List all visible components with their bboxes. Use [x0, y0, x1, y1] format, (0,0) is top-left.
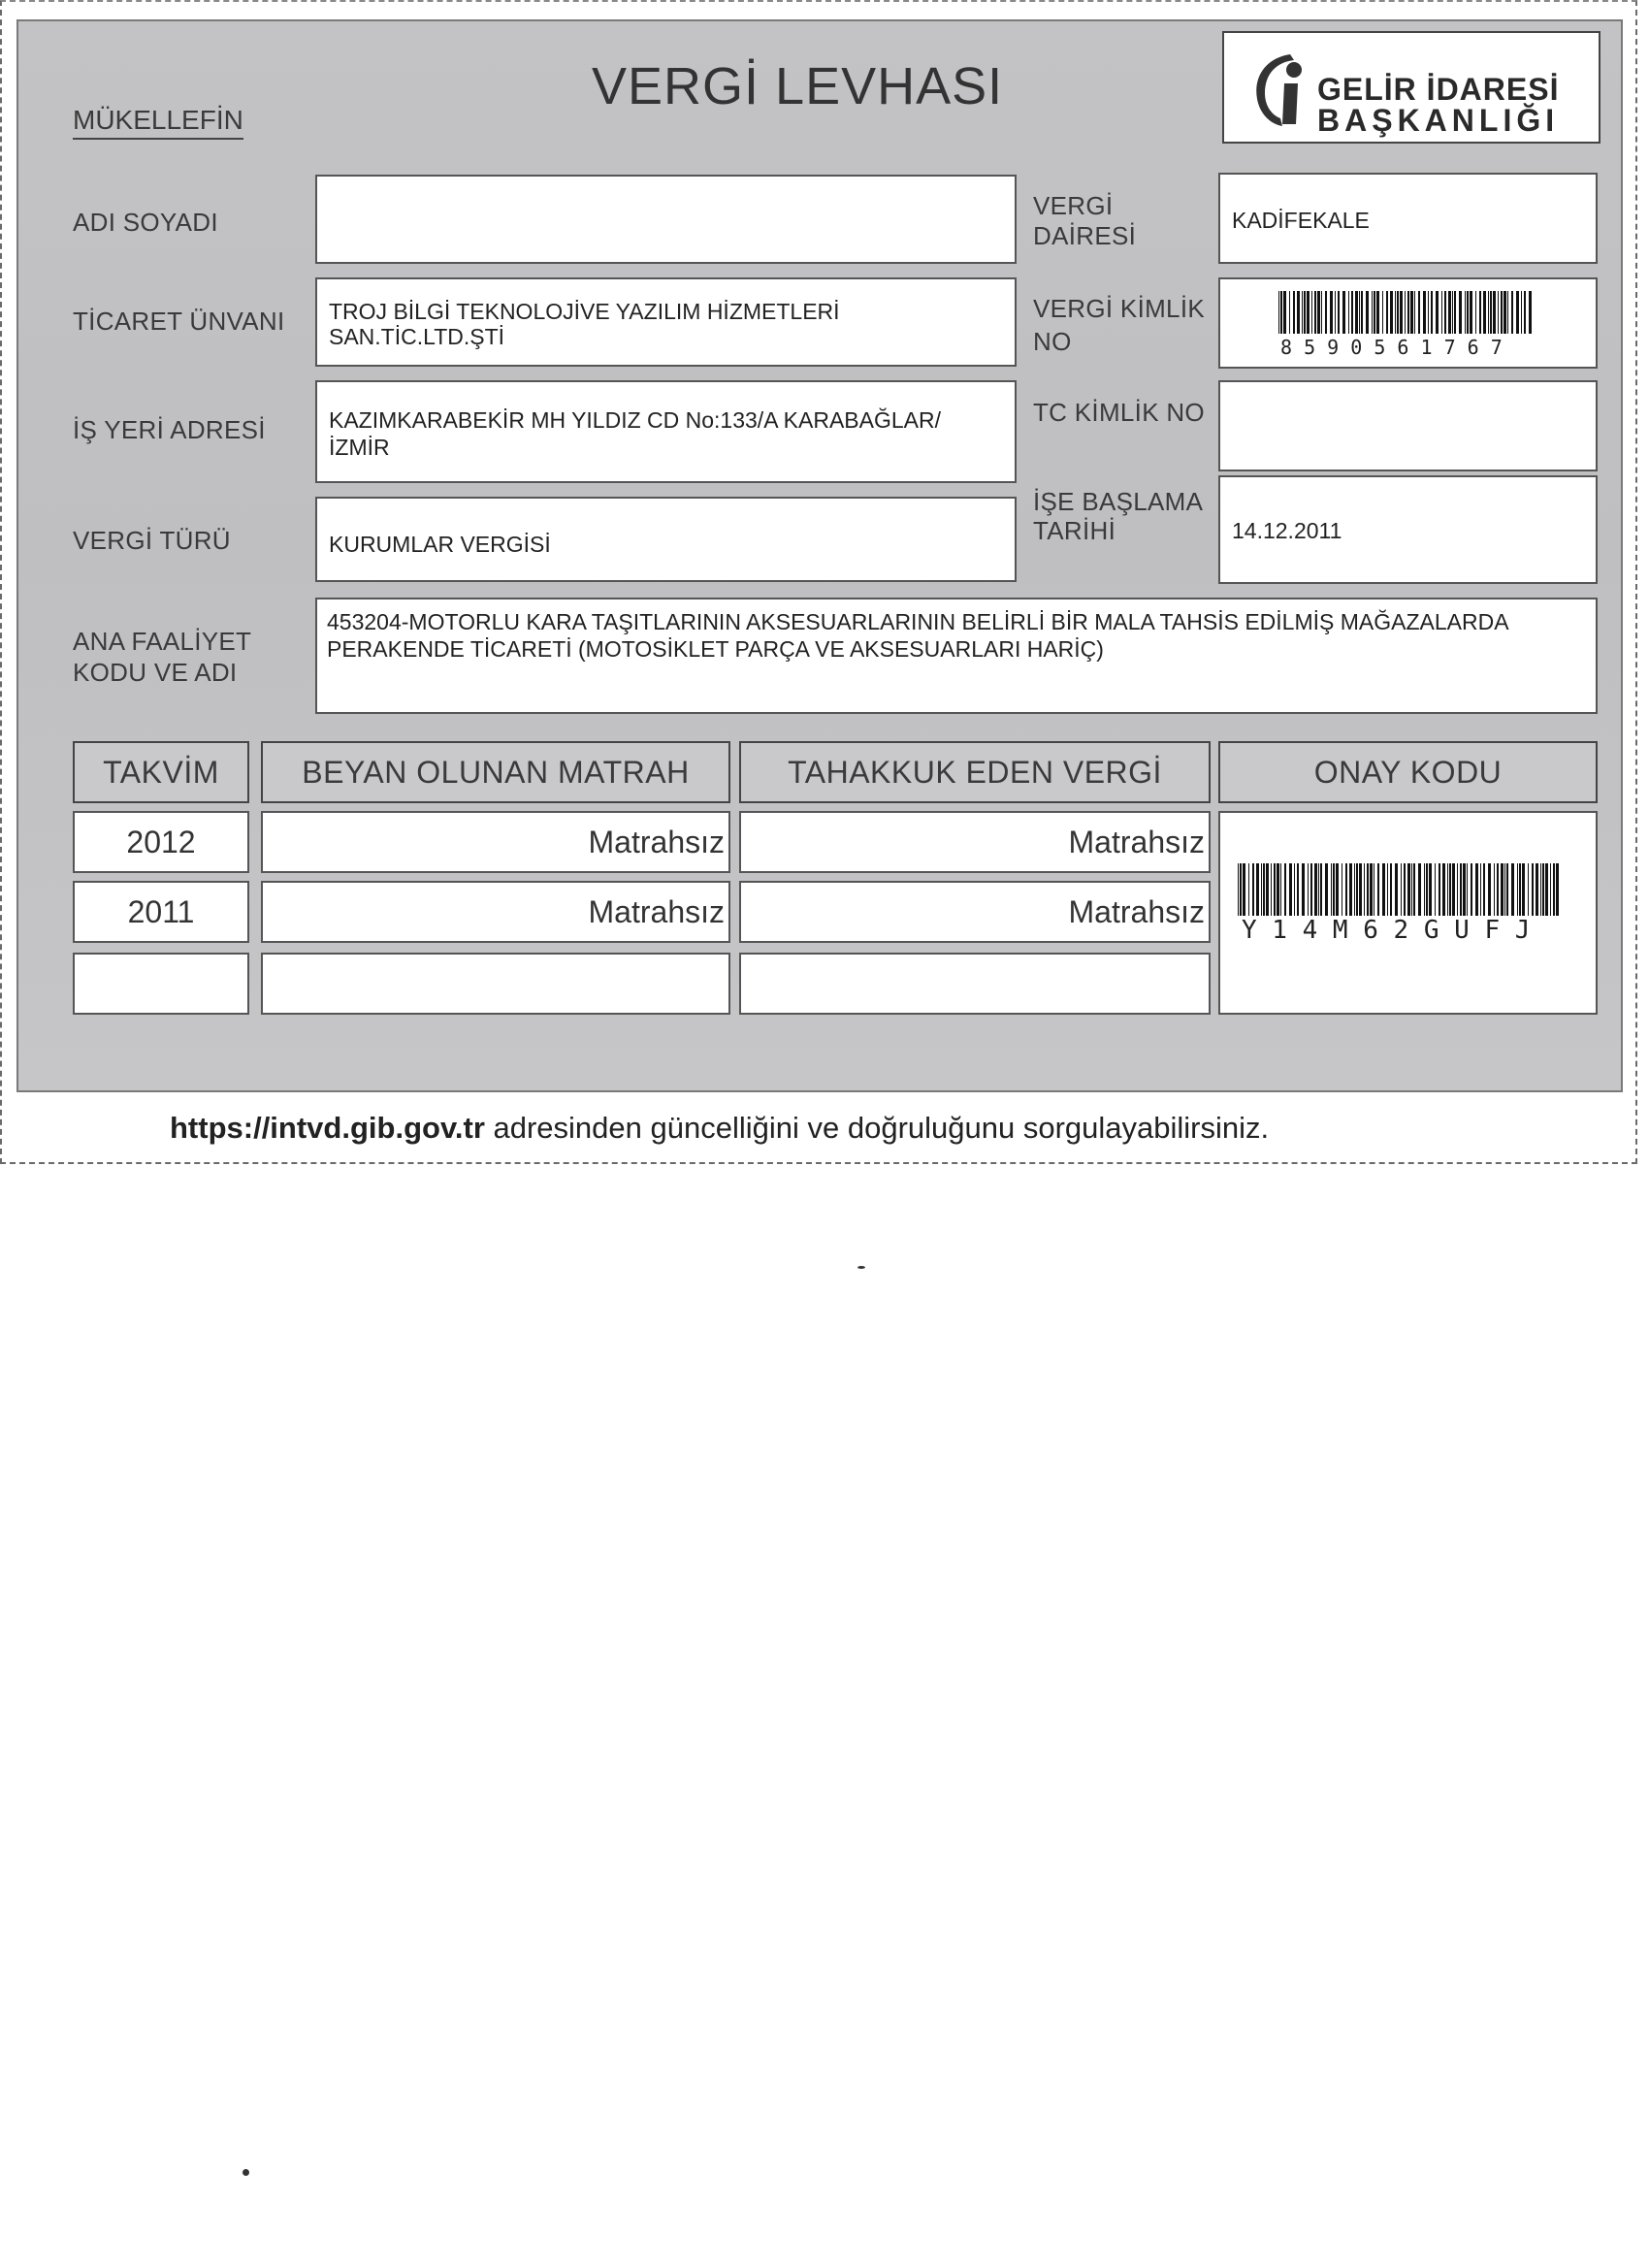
barcode-bar	[1504, 291, 1506, 334]
barcode-bar	[1372, 291, 1373, 334]
is-yeri-adresi-label: İŞ YERİ ADRESİ	[73, 415, 266, 444]
barcode-bar	[1521, 291, 1522, 334]
barcode-bar	[1418, 863, 1421, 916]
barcode-bar	[1325, 863, 1328, 916]
barcode-bar	[1467, 291, 1469, 334]
barcode-bar	[1467, 863, 1468, 916]
barcode-bar	[1364, 863, 1365, 916]
ana-faaliyet-field	[315, 598, 1598, 714]
is-yeri-adresi-field	[315, 380, 1017, 483]
ticaret-unvani-label: TİCARET ÜNVANI	[73, 307, 285, 336]
row-3-year	[73, 953, 249, 1015]
barcode-bar	[1240, 863, 1242, 916]
barcode-bar	[1377, 863, 1379, 916]
barcode-bar	[1382, 863, 1385, 916]
barcode-bar	[1516, 291, 1519, 334]
header-tahakkuk-eden-vergi: TAHAKKUK EDEN VERGİ	[739, 741, 1211, 803]
barcode-bar	[1321, 291, 1322, 334]
ticaret-unvani-field	[315, 277, 1017, 367]
row-3-matrah	[261, 953, 730, 1015]
barcode-bar	[1395, 863, 1398, 916]
barcode-bar	[1470, 291, 1472, 334]
barcode-bar	[1307, 291, 1310, 334]
barcode-bar	[1325, 291, 1327, 334]
barcode-bar	[1550, 863, 1551, 916]
ana-faaliyet-value-2: PERAKENDE TİCARETİ (MOTOSİKLET PARÇA VE AKSESUARLARI HARİÇ)	[327, 636, 1104, 662]
barcode-bar	[1488, 863, 1491, 916]
barcode-bar	[1490, 291, 1492, 334]
barcode-bar	[1436, 291, 1439, 334]
barcode-bar	[1457, 863, 1458, 916]
barcode-bar	[1439, 863, 1440, 916]
vergi-turu-label: VERGİ TÜRÜ	[73, 526, 231, 555]
ise-baslama-label-1: İŞE BAŞLAMA	[1033, 487, 1204, 516]
gib-logo-icon	[1251, 50, 1315, 128]
barcode-bar	[1404, 863, 1406, 916]
barcode-bar	[1359, 291, 1360, 334]
verification-note	[170, 1111, 1269, 1146]
barcode-bar	[1511, 863, 1514, 916]
barcode-bar	[1333, 863, 1335, 916]
scan-speck	[242, 2169, 249, 2176]
row-1-matrah: Matrahsız	[261, 811, 730, 873]
onay-kodu-cell	[1218, 811, 1598, 1015]
barcode-bar	[1330, 291, 1333, 334]
row-2-year: 2011	[73, 881, 249, 943]
barcode-bar	[1302, 291, 1303, 334]
barcode-bar	[1447, 863, 1448, 916]
barcode-bar	[1497, 863, 1499, 916]
barcode-bar	[1366, 291, 1369, 334]
barcode-bar	[1528, 863, 1529, 916]
barcode-bar	[1359, 863, 1362, 916]
barcode-bar	[1277, 863, 1279, 916]
verification-text: adresinden güncelliğini ve doğruluğunu sorgulayabilirsiniz.	[484, 1111, 1270, 1145]
barcode-bar	[1411, 863, 1412, 916]
vergi-dairesi-field	[1218, 173, 1598, 264]
barcode-bar	[1370, 863, 1373, 916]
header-takvim: TAKVİM	[73, 741, 249, 803]
barcode-bar	[1475, 863, 1478, 916]
barcode-bar	[1519, 863, 1521, 916]
barcode-bar	[1331, 863, 1332, 916]
vergi-kimlik-no-field	[1218, 277, 1598, 369]
barcode-bar	[1511, 291, 1513, 334]
logo-line-2: BAŞKANLIĞI	[1317, 103, 1560, 138]
barcode-bar	[1431, 291, 1433, 334]
row-2-matrah: Matrahsız	[261, 881, 730, 943]
barcode-bar	[1376, 291, 1379, 334]
is-yeri-adresi-value-2: İZMİR	[329, 435, 390, 460]
barcode-bar	[1524, 291, 1526, 334]
barcode-bar	[1494, 863, 1495, 916]
row-1-vergi: Matrahsız	[739, 811, 1211, 873]
ana-faaliyet-label-2: KODU VE ADI	[73, 658, 238, 687]
gib-logo	[1222, 31, 1600, 144]
barcode-bar	[1318, 863, 1319, 916]
barcode-bar	[1348, 291, 1349, 334]
barcode-bar	[1483, 291, 1486, 334]
vergi-kimlik-no-value: 8 5 9 0 5 6 1 7 6 7	[1280, 336, 1503, 359]
barcode-bar	[1386, 291, 1388, 334]
barcode-bar	[1238, 863, 1239, 916]
barcode-bar	[1367, 863, 1369, 916]
barcode-bar	[1252, 863, 1254, 916]
scan-speck	[857, 1266, 865, 1269]
barcode-bar	[1423, 291, 1426, 334]
barcode-bar	[1463, 863, 1466, 916]
barcode-bar	[1449, 863, 1451, 916]
document-title: VERGİ LEVHASI	[592, 57, 1004, 115]
barcode-bar	[1314, 291, 1316, 334]
barcode-bar	[1454, 291, 1456, 334]
barcode-bar	[1542, 863, 1544, 916]
barcode-bar	[1536, 863, 1538, 916]
vergi-kimlik-no-label-2: NO	[1033, 327, 1072, 356]
barcode-bar	[1284, 863, 1286, 916]
row-1-year: 2012	[73, 811, 249, 873]
barcode-bar	[1498, 291, 1499, 334]
barcode-bar	[1407, 291, 1409, 334]
barcode-bar	[1507, 291, 1508, 334]
barcode-bar	[1338, 291, 1340, 334]
barcode-bar	[1529, 291, 1532, 334]
barcode-bar	[1545, 863, 1548, 916]
barcode-bar	[1407, 863, 1410, 916]
ticaret-unvani-value-2: SAN.TİC.LTD.ŞTİ	[329, 324, 505, 349]
adi-soyadi-label: ADI SOYADI	[73, 208, 218, 237]
ticaret-unvani-value-1: TROJ BİLGİ TEKNOLOJİVE YAZILIM HİZMETLERİ	[329, 299, 840, 324]
barcode-bar	[1452, 863, 1455, 916]
vergi-kimlik-no-label-1: VERGİ KİMLİK	[1033, 294, 1205, 323]
barcode-bar	[1410, 291, 1413, 334]
tc-kimlik-no-field	[1218, 380, 1598, 471]
barcode-bar	[1382, 291, 1383, 334]
barcode-bar	[1488, 291, 1489, 334]
barcode-bar	[1351, 291, 1353, 334]
barcode-bar	[1426, 863, 1428, 916]
barcode-bar	[1442, 863, 1445, 916]
barcode-bar	[1263, 863, 1265, 916]
barcode-bar	[1311, 291, 1312, 334]
ise-baslama-value: 14.12.2011	[1232, 518, 1342, 543]
barcode-bar	[1256, 863, 1259, 916]
vergi-dairesi-label-2: DAİRESİ	[1033, 221, 1137, 250]
barcode-bar	[1261, 863, 1262, 916]
barcode-bar	[1556, 863, 1559, 916]
barcode-bar	[1335, 291, 1336, 334]
is-yeri-adresi-value-1: KAZIMKARABEKİR MH YILDIZ CD No:133/A KARABAĞLAR/	[329, 407, 941, 433]
barcode-bar	[1435, 863, 1436, 916]
barcode-bar	[1361, 291, 1363, 334]
header-onay-kodu: ONAY KODU	[1218, 741, 1598, 803]
barcode-bar	[1355, 291, 1358, 334]
vergi-dairesi-value: KADİFEKALE	[1232, 208, 1370, 233]
barcode-bar	[1293, 291, 1295, 334]
barcode-bar	[1374, 291, 1375, 334]
barcode-bar	[1289, 291, 1290, 334]
barcode-bar	[1390, 291, 1393, 334]
barcode-bar	[1345, 863, 1347, 916]
vergi-turu-field	[315, 497, 1017, 582]
barcode-bar	[1354, 863, 1355, 916]
row-3-vergi	[739, 953, 1211, 1015]
barcode-bar	[1310, 863, 1312, 916]
barcode-bar	[1475, 291, 1476, 334]
barcode-bar	[1424, 863, 1425, 916]
barcode-bar	[1444, 291, 1446, 334]
barcode-bar	[1308, 863, 1309, 916]
header-beyan-olunan-matrah: BEYAN OLUNAN MATRAH	[261, 741, 730, 803]
barcode-bar	[1452, 291, 1453, 334]
barcode-bar	[1418, 291, 1420, 334]
barcode-bar	[1356, 863, 1358, 916]
barcode-bar	[1480, 863, 1481, 916]
barcode-bar	[1517, 863, 1518, 916]
onay-kodu-barcode	[1238, 863, 1560, 916]
barcode-bar	[1297, 863, 1299, 916]
barcode-bar	[1428, 291, 1429, 334]
barcode-bar	[1387, 863, 1388, 916]
barcode-bar	[1413, 863, 1415, 916]
barcode-bar	[1243, 863, 1245, 916]
barcode-bar	[1493, 291, 1496, 334]
barcode-bar	[1297, 291, 1300, 334]
barcode-bar	[1460, 863, 1462, 916]
ise-baslama-field	[1218, 475, 1598, 584]
barcode-bar	[1459, 291, 1462, 334]
ise-baslama-label-2: TARİHİ	[1033, 516, 1116, 545]
barcode-bar	[1294, 863, 1295, 916]
barcode-bar	[1336, 863, 1339, 916]
verification-url[interactable]: https://intvd.gib.gov.tr	[170, 1111, 485, 1145]
logo-line-1: GELİR İDARESİ	[1317, 72, 1560, 107]
row-2-vergi: Matrahsız	[739, 881, 1211, 943]
barcode-bar	[1271, 863, 1272, 916]
barcode-bar	[1248, 863, 1249, 916]
taxpayer-heading: MÜKELLEFİN	[73, 105, 243, 140]
barcode-bar	[1429, 863, 1432, 916]
barcode-bar	[1483, 863, 1485, 916]
barcode-bar	[1280, 863, 1281, 916]
tc-kimlik-no-label: TC KİMLİK NO	[1033, 398, 1205, 427]
vergi-kimlik-no-barcode	[1278, 291, 1535, 334]
ana-faaliyet-label-1: ANA FAALİYET	[73, 627, 252, 656]
barcode-bar	[1349, 863, 1352, 916]
barcode-bar	[1390, 863, 1392, 916]
barcode-bar	[1317, 291, 1320, 334]
vergi-turu-value: KURUMLAR VERGİSİ	[329, 532, 551, 557]
barcode-bar	[1506, 863, 1508, 916]
barcode-bar	[1342, 291, 1345, 334]
barcode-bar	[1501, 863, 1504, 916]
barcode-bar	[1274, 863, 1276, 916]
barcode-bar	[1283, 291, 1286, 334]
barcode-bar	[1540, 863, 1541, 916]
barcode-bar	[1553, 863, 1555, 916]
barcode-bar	[1278, 291, 1279, 334]
barcode-bar	[1448, 291, 1451, 334]
barcode-bar	[1320, 863, 1322, 916]
barcode-bar	[1414, 291, 1415, 334]
barcode-bar	[1289, 863, 1292, 916]
barcode-bar	[1532, 863, 1534, 916]
barcode-bar	[1314, 863, 1317, 916]
barcode-bar	[1501, 291, 1503, 334]
barcode-bar	[1479, 291, 1481, 334]
barcode-bar	[1405, 291, 1406, 334]
adi-soyadi-field	[315, 175, 1017, 264]
barcode-bar	[1401, 863, 1402, 916]
vergi-dairesi-label-1: VERGİ	[1033, 191, 1114, 220]
barcode-bar	[1471, 863, 1472, 916]
barcode-bar	[1465, 291, 1466, 334]
ana-faaliyet-value-1: 453204-MOTORLU KARA TAŞITLARININ AKSESUARLARININ BELİRLİ BİR MALA TAHSİS EDİLMİŞ MAĞAZALARDA	[327, 609, 1509, 634]
barcode-bar	[1280, 291, 1282, 334]
barcode-bar	[1302, 863, 1305, 916]
barcode-bar	[1395, 291, 1396, 334]
barcode-bar	[1266, 863, 1269, 916]
barcode-bar	[1522, 863, 1525, 916]
onay-kodu-value: Y 1 4 M 6 2 G U F J	[1242, 916, 1531, 945]
barcode-bar	[1504, 863, 1505, 916]
barcode-bar	[1441, 291, 1442, 334]
barcode-bar	[1400, 291, 1403, 334]
barcode-bar	[1304, 291, 1306, 334]
barcode-bar	[1397, 291, 1399, 334]
